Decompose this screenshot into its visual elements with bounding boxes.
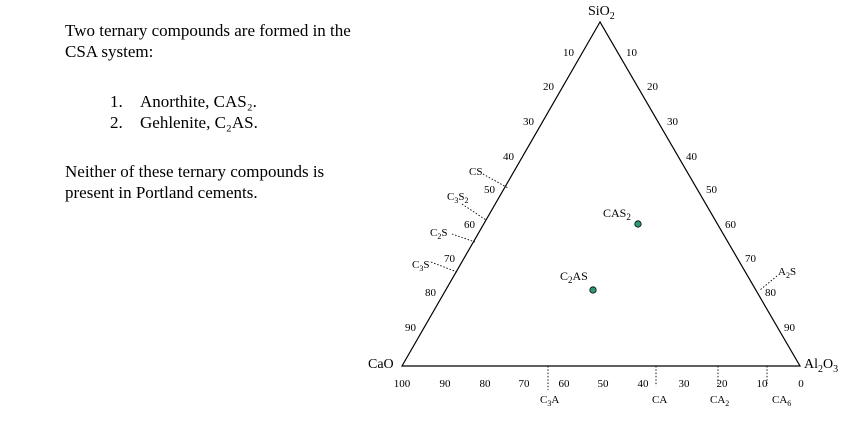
vertex-label-cao: CaO xyxy=(368,357,394,372)
tick-label: 30 xyxy=(667,116,678,128)
gehlenite-point xyxy=(590,287,596,293)
note-paragraph: Neither of these ternary compounds is present in Portland cements. xyxy=(65,162,325,202)
vertex-label-sio2: SiO$_2$ xyxy=(588,4,615,22)
list-number: 1. xyxy=(110,92,123,111)
tick-label: 0 xyxy=(798,378,804,390)
tick-label: 10 xyxy=(626,47,637,59)
compound-label-c2s: $C_2S$ xyxy=(430,227,448,241)
compound-label-cs: CS xyxy=(469,166,483,178)
list-number: 2. xyxy=(110,113,123,132)
list-text: Gehlenite, C₂AS. xyxy=(140,113,258,132)
tick-label: 10 xyxy=(563,47,574,59)
tick-label: 20 xyxy=(647,81,658,93)
tick-label: 90 xyxy=(439,378,451,390)
compound-label-c3s: $C_3S$ xyxy=(412,259,430,273)
tick-label: 40 xyxy=(686,151,697,163)
tick-label: 80 xyxy=(479,378,491,390)
compound-label-c2as: $C_2AS$ xyxy=(560,269,588,285)
anorthite-point xyxy=(635,221,641,227)
tick-label: 30 xyxy=(678,378,690,390)
left-edge-ticks xyxy=(405,47,575,334)
tick-label: 50 xyxy=(597,378,609,390)
tick-label: 10 xyxy=(756,378,768,390)
tick-label: 80 xyxy=(425,287,436,299)
tick-label: 90 xyxy=(405,322,416,334)
compound-label-c3s2: $C_3S_2$ xyxy=(447,191,469,205)
tick-label: 60 xyxy=(464,219,475,231)
tick-label: 50 xyxy=(706,184,717,196)
tick-label: 100 xyxy=(393,378,411,390)
tick-label: 50 xyxy=(484,184,495,196)
tick-label: 70 xyxy=(745,253,756,265)
bottom-binary-labels xyxy=(540,394,791,408)
tick-label: 40 xyxy=(637,378,649,390)
compound-label-ca6: $CA_6$ xyxy=(772,394,792,408)
tick-label: 20 xyxy=(716,378,728,390)
intro-paragraph: Two ternary compounds are formed in the CSA system: xyxy=(65,21,351,61)
list-text: Anorthite, CAS₂. xyxy=(140,92,257,111)
tick-label: 40 xyxy=(503,151,514,163)
tick-label: 90 xyxy=(784,322,795,334)
tick-label: 20 xyxy=(543,81,554,93)
tick-label: 80 xyxy=(765,287,776,299)
right-edge-ticks xyxy=(626,47,796,334)
tick-label: 70 xyxy=(518,378,530,390)
bottom-ticks xyxy=(394,378,805,390)
compound-label-ca: CA xyxy=(652,394,668,406)
leader-line xyxy=(452,234,475,242)
tick-label: 60 xyxy=(558,378,570,390)
tick-label: 60 xyxy=(725,219,736,231)
compound-label-ca2: $CA_2$ xyxy=(710,394,730,408)
tick-label: 70 xyxy=(444,253,455,265)
compound-label-a2s: $A_2S$ xyxy=(778,266,797,280)
compound-label-cas2: $CAS_2$ xyxy=(603,206,631,222)
tick-label: 30 xyxy=(523,116,534,128)
leader-line xyxy=(462,204,486,220)
vertex-label-al2o3: $Al_2O_3$ xyxy=(804,357,839,375)
compound-label-c3a: $C_3A$ xyxy=(540,394,560,408)
